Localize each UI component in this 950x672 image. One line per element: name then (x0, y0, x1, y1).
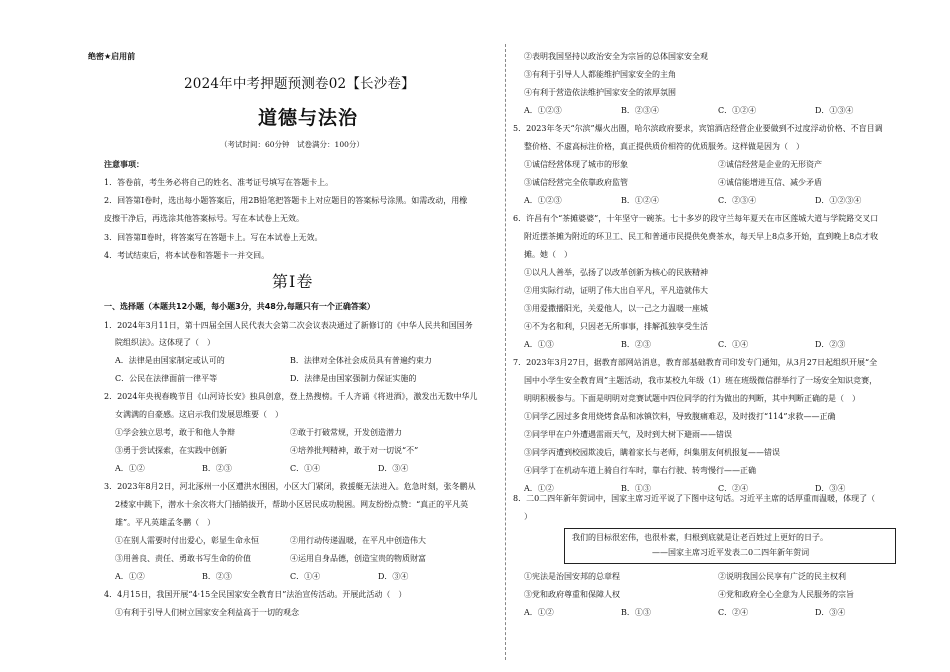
question-3-statement: ③用善良、责任、勇敢书写生命的价值 (115, 554, 251, 563)
question-6-option-c: C．①④ (718, 340, 749, 349)
question-4-stem: 4．4月15日，我国开展“4·15全民国家安全教育日”法治宣传活动。开展此活动（ ） (104, 590, 407, 599)
question-1-option-d: D．法律是由国家强制力保证实施的 (290, 374, 417, 383)
question-4-statement: ①有利于引导人们树立国家安全利益高于一切的观念 (115, 608, 299, 617)
question-7-option-a: A．①② (524, 484, 554, 493)
question-4-statement: ②表明我国坚持以政治安全为宗旨的总体国家安全观 (524, 52, 708, 61)
question-8-option-c: C．②④ (718, 608, 749, 617)
question-6-statement: ①以凡人善举，弘扬了以改革创新为核心的民族精神 (524, 268, 708, 277)
question-5-option-a: A．①②③ (524, 196, 562, 205)
exam-title: 2024年中考押题预测卷02【长沙卷】 (184, 76, 415, 92)
question-6-stem: 摊。她（ ） (524, 250, 572, 259)
question-3-option-d: D．③④ (378, 572, 409, 581)
question-7-option-d: D．③④ (815, 484, 846, 493)
question-6-statement: ③用爱撒播阳光，关爱他人，以一己之力温暖一座城 (524, 304, 708, 313)
question-2-option-d: D．③④ (378, 464, 409, 473)
question-8-option-d: D．③④ (815, 608, 846, 617)
question-6-statement: ④不为名和利，只因老无所事事，排解孤独享受生活 (524, 322, 708, 331)
quote-source: ——国家主席习近平发表二0二四年新年贺词 (652, 548, 810, 557)
question-4-option-c: C．①②④ (718, 106, 757, 115)
question-5-statement: ②诚信经营是企业的无形资产 (718, 160, 822, 169)
question-1-option-c: C．公民在法律面前一律平等 (115, 374, 218, 383)
question-3-option-b: B．②③ (202, 572, 232, 581)
question-3-stem: 2楼家中跳下，潜水十余次将大门插销拔开，帮助小区居民成功脱困。网友纷纷点赞：“真正的平凡英 (115, 500, 469, 509)
question-3-stem: 雄”。平凡英雄孟冬鹏（ ） (115, 518, 216, 527)
question-4-option-d: D．①③④ (815, 106, 854, 115)
question-2-statement: ③勇于尝试探索，在实践中创新 (115, 446, 227, 455)
note-item: 3．回答第Ⅱ卷时，将答案写在答题卡上。写在本试卷上无效。 (104, 233, 323, 242)
question-5-option-c: C．②③④ (718, 196, 757, 205)
question-7-stem: 国中小学生安全教育周”主题活动，我市某校九年级（1）班在班级微信群举行了一场安全知识竞赛， (524, 376, 878, 385)
question-6-option-d: D．②③ (815, 340, 846, 349)
question-8-statement: ④党和政府全心全意为人民服务的宗旨 (718, 590, 854, 599)
question-5-statement: ④诚信能增进互信、减少矛盾 (718, 178, 822, 187)
exam-meta: （考试时间：60分钟 试卷满分：100分） (220, 140, 364, 149)
question-6-stem: 6．许昌有个“茶摊婆婆”，十年坚守一碗茶。七十多岁的段守兰每年夏天在市区莲城大道与学院路交叉口 (513, 214, 879, 223)
question-1-stem: 院组织法》。这体现了（ ） (115, 338, 215, 347)
quote-text: 我们的目标很宏伟，也很朴素，归根到底就是让老百姓过上更好的日子。 (572, 533, 828, 542)
question-3-statement: ②用行动传递温暖，在平凡中创造伟大 (290, 536, 426, 545)
question-2-statement: ①学会独立思考，敢于和他人争辩 (115, 428, 235, 437)
question-5-option-d: D．①②③④ (815, 196, 862, 205)
question-8-statement: ①宪法是治国安邦的总章程 (524, 572, 620, 581)
question-3-statement: ①在别人需要时付出爱心，彰显生命永恒 (115, 536, 259, 545)
question-2-statement: ④培养批判精神，敢于对一切说“不” (290, 446, 419, 455)
note-item: 4．考试结束后，将本试卷和答题卡一并交回。 (104, 251, 270, 260)
question-6-statement: ②用实际行动，证明了伟大出自平凡，平凡造就伟大 (524, 286, 708, 295)
question-5-statement: ③诚信经营完全依靠政府监管 (524, 178, 628, 187)
question-7-option-c: C．②④ (718, 484, 749, 493)
question-6-stem: 附近摆茶摊为附近的环卫工、民工和普通市民提供免费茶水，每天早上8点多开始，直到晚上8点才收 (524, 232, 879, 241)
question-4-option-b: B．②③④ (621, 106, 659, 115)
question-3-statement: ④运用自身品德，创造宝贵的物质财富 (290, 554, 426, 563)
question-7-statement: ③同学丙遭到校园欺凌后，瞒着家长与老师，纠集朋友何机报复——错误 (524, 448, 780, 457)
question-2-stem: 女满满的自豪感。这启示我们发展思维要（ ） (115, 410, 283, 419)
note-item: 1．答卷前，考生务必将自己的姓名、准考证号填写在答题卡上。 (104, 178, 334, 187)
question-3-option-c: C．①④ (290, 572, 321, 581)
question-8-option-a: A．①② (524, 608, 554, 617)
question-7-statement: ①同学乙因过多食用烧烤食品和冰镇饮料，导致腹痛难忍，及时拨打“114”求救——正确 (524, 412, 836, 421)
question-1-option-a: A．法律是由国家制定或认可的 (115, 356, 225, 365)
column-divider (505, 44, 506, 660)
question-5-statement: ①诚信经营体现了城市的形象 (524, 160, 628, 169)
question-3-stem: 3．2023年8月2日，河北涿州一小区遭洪水围困，小区大门紧闭，救援艇无法进入。危急时刻，张冬鹏从 (104, 482, 476, 491)
question-2-option-a: A．①② (115, 464, 145, 473)
question-2-statement: ②敢于打破常规，开发创造潜力 (290, 428, 402, 437)
note-item: 2．回答第Ⅰ卷时，选出每小题答案后，用2B铅笔把答题卡上对应题目的答案标号涂黑。如需改动，用橡 (104, 196, 468, 205)
question-7-stem: 7．2023年3月27日，据教育部网站消息，教育部基础教育司印发专门通知，从3月27日起组织开展“全 (513, 358, 878, 367)
question-8-statement: ②说明我国公民享有广泛的民主权利 (718, 572, 846, 581)
question-8-statement: ③党和政府尊重和保障人权 (524, 590, 620, 599)
question-6-option-a: A．①③ (524, 340, 554, 349)
question-3-option-a: A．①② (115, 572, 145, 581)
question-5-stem: 整价格、不虚高标注价格，真正提供质价相符的优质服务。这样做是因为（ ） (524, 142, 804, 151)
confidential-mark: 绝密★启用前 (88, 52, 136, 61)
question-4-statement: ③有利于引导人人都能维护国家安全的主角 (524, 70, 676, 79)
question-5-stem: 5．2023年冬天“尔滨”爆火出圈，哈尔滨政府要求，宾馆酒店经营企业要做到不过度浮动价格、不盲目调 (513, 124, 883, 133)
question-2-stem: 2．2024年央视春晚节目《山河诗长安》独具创意，登上热搜榜。千人齐诵《将进酒》，激发出无数中华儿 (104, 392, 478, 401)
notes-heading: 注意事项： (104, 160, 144, 169)
question-4-option-a: A．①②③ (524, 106, 562, 115)
question-8-stem: ） (524, 512, 532, 521)
question-7-statement: ④同学丁在机动车道上骑自行车时，靠右行驶、转弯慢行——正确 (524, 466, 756, 475)
question-8-stem: 8．二0二四年新年贺词中，国家主席习近平说了下图中这句话。习近平主席的话厚重而温暖，体现了（ (513, 494, 876, 503)
subject-title: 道德与法治 (258, 107, 359, 129)
question-2-option-b: B．②③ (202, 464, 232, 473)
question-2-option-c: C．①④ (290, 464, 321, 473)
quote-box (564, 528, 896, 564)
question-7-statement: ②同学甲在户外遭遇雷雨天气，及时到大树下避雨——错误 (524, 430, 732, 439)
section-heading: 一、选择题（本题共12小题，每小题3分，共48分,每题只有一个正确答案） (104, 302, 375, 311)
question-4-statement: ④有利于营造依法维护国家安全的浓厚氛围 (524, 88, 676, 97)
volume-title: 第Ⅰ卷 (272, 272, 314, 291)
note-item: 皮擦干净后，再选涂其他答案标号。写在本试卷上无效。 (104, 214, 304, 223)
question-1-stem: 1．2024年3月11日，第十四届全国人民代表大会第二次会议表决通过了新修订的《中华人民共和国国务 (104, 321, 473, 330)
question-7-stem: 明明积极参与。下面是明明对竞赛试题中四位同学的行为做出的判断，其中判断正确的是（ ） (524, 394, 860, 403)
question-6-option-b: B．②③ (621, 340, 651, 349)
question-7-option-b: B．①③ (621, 484, 651, 493)
question-1-option-b: B．法律对全体社会成员具有普遍约束力 (290, 356, 432, 365)
question-5-option-b: B．①②④ (621, 196, 659, 205)
question-8-option-b: B．①③ (621, 608, 651, 617)
